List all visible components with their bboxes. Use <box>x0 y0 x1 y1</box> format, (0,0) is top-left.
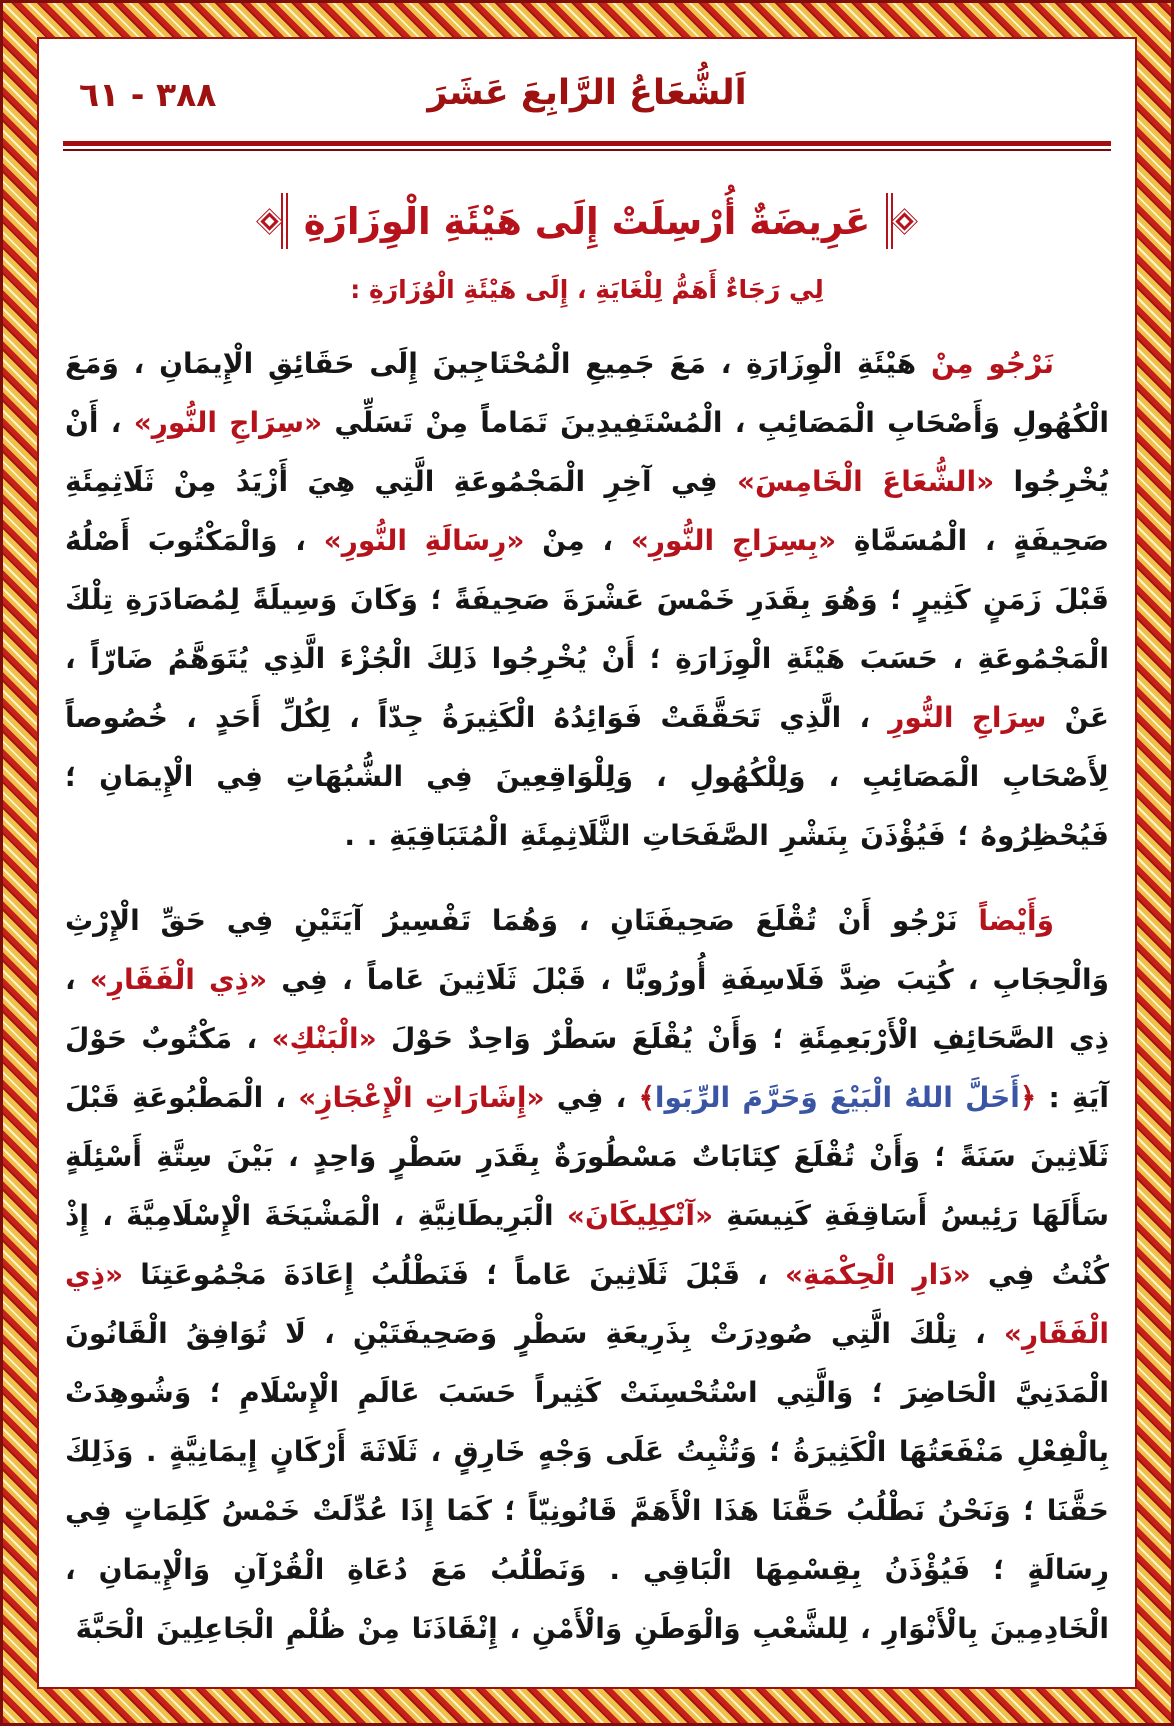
rosette-icon <box>260 212 278 230</box>
header-divider <box>63 141 1111 151</box>
double-bar-icon <box>281 193 288 249</box>
text-run-ink: ، تِلْكَ الَّتِي صُودِرَتْ بِذَرِيعَةِ سَطْرٍ وَصَحِيفَتَيْنِ ، لَا تُوَافِقُ الْقَانُونَ الْمَدَنِيَّ الْحَاضِرَ ؛ وَالَّتِي اسْتُحْسِنَتْ كَثِيراً حَسَبَ عَالَمِ الْإِسْلَامِ ؛ وَشُوهِدَتْ بِالْفِعْلِ مَنْفَعَتُهَا الْكَثِيرَةُ ؛ وَتُثْبِتُ عَلَى وَجْهٍ خَارِقٍ ، ثَلَاثَةَ أَرْكَانٍ إِيمَانِيَّةٍ . وَذَلِكَ حَقَّنَا ؛ وَنَحْنُ نَطْلُبُ حَقَّنَا هَذَا الْأَهَمَّ قَانُونِيّاً ؛ كَمَا إِذَا عُدِّلَتْ خَمْسُ كَلِمَاتٍ فِي رِسَالَةٍ ؛ فَيُؤْذَنُ بِقِسْمِهَا الْبَاقِي . وَنَطْلُبُ مَعَ دُعَاةِ الْقُرْآنِ وَالْإِيمَانِ ، الْخَادِمِينَ بِالْأَنْوَارِ ، لِلشَّعْبِ وَالْوَطَنِ وَالْأَمْنِ ، إِنْقَاذَنَا مِنْ ظُلْمِ الْجَاعِلِينَ الْحَبَّةَ <box>65 1317 1109 1645</box>
page-content-frame <box>37 37 1137 1689</box>
divider-thin-line <box>63 149 1111 151</box>
text-run-ink: ، الْمَطْبُوعَةِ قَبْلَ ثَلَاثِينَ سَنَةً ؛ وَأَنْ تُقْلَعَ كِتَابَاتٌ مَسْطُورَةٌ بِقَدَرِ سَطْرٍ وَاحِدٍ ، بَيْنَ سِتَّةِ أَسْئِلَةٍ سَأَلَهَا رَئِيسُ أَسَاقِفَةِ كَنِيسَةِ <box>65 1081 1109 1232</box>
text-run-red: «الْبَنْكِ» <box>271 1022 377 1055</box>
paragraph-2 <box>65 891 1109 1658</box>
text-run-ink: فِي آخِرِ الْمَجْمُوعَةِ الَّتِي هِيَ أَزْيَدُ مِنْ ثَلَاثِمِئَةِ صَحِيفَةٍ ، الْمُسَمَّاةِ <box>65 465 1109 557</box>
text-run-red: «الشُّعَاعَ الْخَامِسَ» <box>736 465 995 498</box>
text-run-ink: ، مِنْ <box>524 524 631 557</box>
text-run-blue: أَحَلَّ اللهُ الْبَيْعَ وَحَرَّمَ الرِّبَوا <box>654 1081 1020 1114</box>
text-run-ink: ، ذِي الصَّحَائِفِ الْأَرْبَعِمِئَةِ ؛ وَأَنْ يُقْلَعَ سَطْرٌ وَاحِدٌ حَوْلَ <box>65 963 1109 1055</box>
text-run-red: «بِسِرَاجِ النُّورِ» <box>630 524 837 557</box>
text-run-red: ﴿ <box>1019 1081 1037 1114</box>
text-run-red: «ذِي الْفَقَارِ» <box>89 963 268 996</box>
text-run-red: «سِرَاجِ النُّورِ» <box>133 406 323 439</box>
heading-ornament-right-icon <box>886 193 911 249</box>
paragraph-1 <box>65 334 1109 865</box>
text-run-ink: نَرْجُو أَنْ تُقْلَعَ صَحِيفَتَانِ ، وَهُمَا تَفْسِيرُ آيَتَيْنِ فِي حَقِّ الْإِرْثِ وَالْحِجَابِ ، كُتِبَ ضِدَّ فَلَاسِفَةِ أُورُوبَّا ، قَبْلَ ثَلَاثِينَ عَاماً ، فِي <box>65 904 1109 996</box>
text-run-ink: الْبَرِيطَانِيَّةِ ، الْمَشْيَخَةَ الْإِسْلَامِيَّةَ ، إِذْ كُنْتُ فِي <box>65 1199 1109 1291</box>
divider-thick-line <box>63 141 1111 146</box>
text-run-red: ﴾ <box>638 1081 655 1114</box>
rosette-icon <box>896 212 914 230</box>
double-bar-icon <box>886 193 893 249</box>
page-number: ٣٨٨ - ٦١ <box>79 75 217 114</box>
page-header <box>61 59 1113 135</box>
text-run-red: «إِشَارَاتِ الْإِعْجَازِ» <box>298 1081 545 1114</box>
text-run-ink: ، قَبْلَ ثَلَاثِينَ عَاماً ؛ فَنَطْلُبُ إِعَادَةَ مَجْمُوعَتِنَا <box>123 1258 785 1291</box>
text-run-red: «دَارِ الْحِكْمَةِ» <box>784 1258 971 1291</box>
text-run-ink: ، وَالْمَكْتُوبَ أَصْلُهُ قَبْلَ زَمَنٍ كَثِيرٍ ؛ وَهُوَ بِقَدَرِ خَمْسَ عَشْرَةَ صَحِيفَةً ؛ وَكَانَ وَسِيلَةً لِمُصَادَرَةِ تِلْكَ الْمَجْمُوعَةِ ، حَسَبَ هَيْئَةِ الْوِزَارَةِ ؛ أَنْ يُخْرِجُوا ذَلِكَ الْجُزْءَ الَّذِي يُتَوَهَّمُ ضَارّاً ، عَنْ <box>65 524 1109 734</box>
page-title: اَلشُّعَاعُ الرَّابِعَ عَشَرَ <box>427 73 747 113</box>
text-run-red: «رِسَالَةِ النُّورِ» <box>323 524 525 557</box>
section-subtitle: لِي رَجَاءٌ أَهَمُّ لِلْغَايَةِ ، إِلَى هَيْئَةِ الْوُزَارَةِ : <box>350 275 824 304</box>
text-run-red: نَرْجُو مِنْ <box>916 347 1054 380</box>
heading-ornament-left-icon <box>263 193 288 249</box>
text-run-ink: ، أَنْ يُخْرِجُوا <box>65 406 1109 498</box>
text-run-red: «ذِي الْفَقَارِ» <box>65 1258 1109 1350</box>
text-run-ink: ، مَكْتُوبٌ حَوْلَ آيَةِ : <box>65 1022 1109 1114</box>
text-run-ink: ، فِي <box>544 1081 639 1114</box>
section-heading <box>61 193 1113 249</box>
body-text <box>61 334 1113 1658</box>
text-run-ink: هَيْئَةِ الْوِزَارَةِ ، مَعَ جَمِيعِ الْمُحْتَاجِينَ إِلَى حَقَائِقِ الْإِيمَانِ ، وَمَعَ الْكُهُولِ وَأَصْحَابِ الْمَصَائِبِ ، الْمُسْتَفِيدِينَ تَمَاماً مِنْ تَسَلِّي <box>65 347 1109 439</box>
section-heading-text: عَرِيضَةٌ أُرْسِلَتْ إِلَى هَيْئَةِ الْوِزَارَةِ <box>303 199 871 243</box>
text-run-red: «آنْكِلِيكَانَ» <box>566 1199 714 1232</box>
text-run-red: وَأَيْضاً <box>978 904 1054 937</box>
text-run-ink: ، الَّذِي تَحَقَّقَتْ فَوَائِدُهُ الْكَثِيرَةُ جِدّاً ، لِكُلِّ أَحَدٍ ، خُصُوصاً لِأَصْحَابِ الْمَصَائِبِ ، وَلِلْكُهُولِ ، وَلِلْوَاقِعِينَ فِي الشُّبُهَاتِ فِي الْإِيمَانِ ؛ فَيُحْظِرُوهُ ؛ فَيُؤْذَنَ بِنَشْرِ الصَّفَحَاتِ الثَّلَاثِمِئَةِ الْمُتَبَاقِيَةِ . . <box>65 701 1109 852</box>
text-run-red: سِرَاجِ النُّورِ <box>888 701 1047 734</box>
